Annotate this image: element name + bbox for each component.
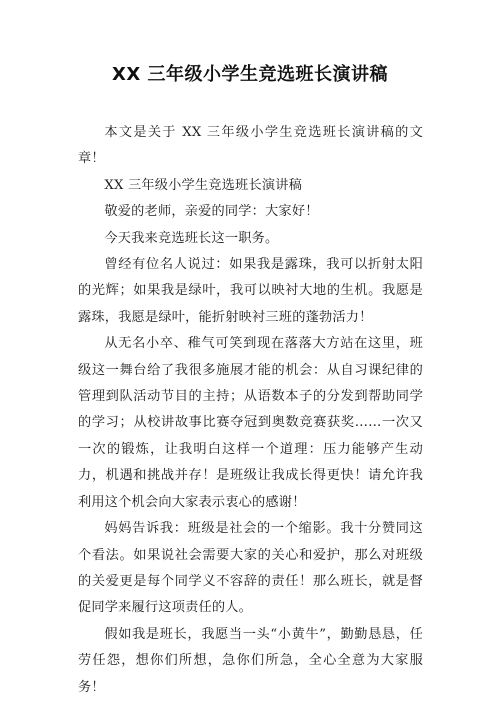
document-title: XX 三年级小学生竞选班长演讲稿	[111, 64, 389, 85]
paragraph-intro: 本文是关于 XX 三年级小学生竞选班长演讲稿的文章！	[78, 125, 423, 167]
paragraph-quote: 曾经有位名人说过：如果我是露珠，我可以折射太阳的光辉；如果我是绿叶，我可以映衬大地的生机。我愿是露珠，我愿是绿叶，能折射映衬三班的蓬勃活力！	[78, 257, 423, 325]
paragraph-purpose: 今天我来竞选班长这一职务。	[104, 230, 279, 246]
paragraph-subtitle: XX 三年级小学生竞选班长演讲稿	[104, 177, 302, 193]
paragraph-responsibility: 妈妈告诉我：班级是社会的一个缩影。我十分赞同这个看法。如果说社会需要大家的关心和爱护，那么对班级的关爱更是每个同学义不容辞的责任！那么班长，就是督促同学来履行这项责任的人。	[78, 521, 423, 616]
document-body	[78, 120, 423, 701]
paragraph-pledge: 假如我是班长，我愿当一头“小黄牛”，勤勤恳恳，任劳任怨，想你们所想，急你们所急，全心全意为大家服务！	[78, 626, 423, 695]
paragraph-greeting: 敬爱的老师，亲爱的同学：大家好！	[104, 204, 319, 220]
paragraph-experience: 从无名小卒、稚气可笑到现在落落大方站在这里，班级这一舞台给了我很多施展才能的机会：从自习课纪律的管理到队活动节目的主持；从语数本子的分发到帮助同学的学习；从校讲故事比赛夺冠到奥数竞赛获奖……一次又一次的锻炼，让我明白这样一个道理：压力能够产生动力，机遇和挑战并存！是班级让我成长得更快！请允许我利用这个机会向大家表示衷心的感谢！	[78, 336, 423, 510]
